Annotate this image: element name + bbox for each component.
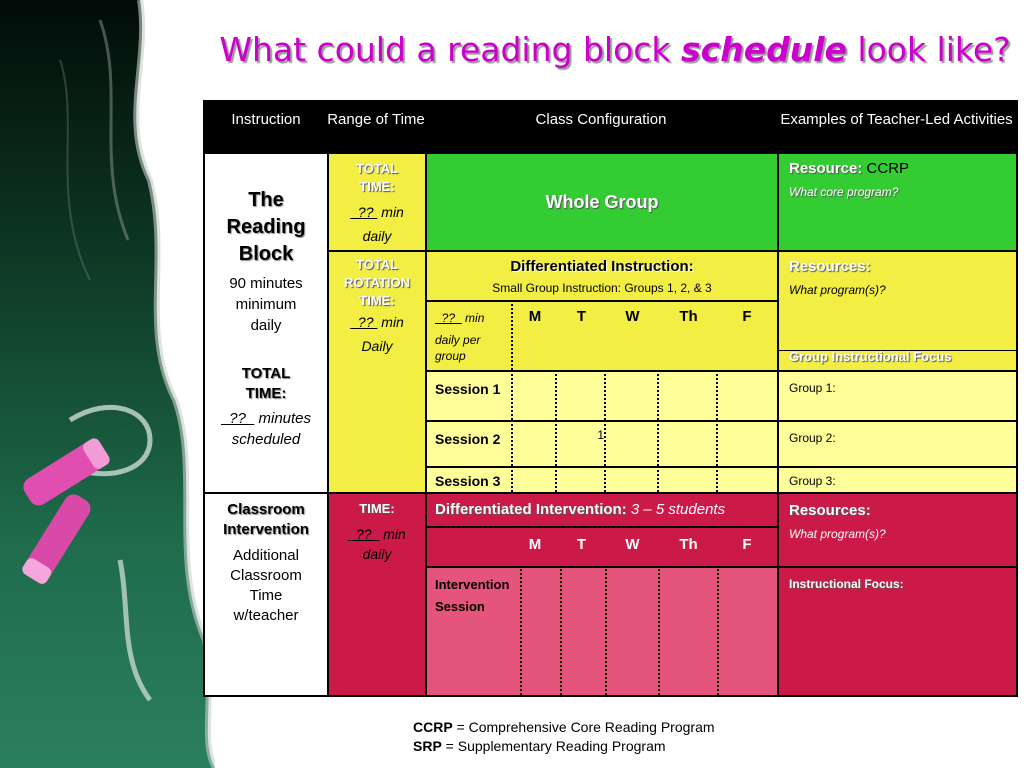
session-2-label: Session 2 xyxy=(435,431,501,447)
whole-group-time-blank[interactable]: ?? xyxy=(357,204,374,220)
intervention-slot-w[interactable] xyxy=(605,566,658,695)
intervention-day-header-th: Th xyxy=(679,536,698,553)
intervention-title: Classroom Intervention xyxy=(223,501,309,538)
intervention-day-header-w: W xyxy=(625,536,640,553)
intervention-slot-f[interactable] xyxy=(717,566,777,695)
intervention-session-cell xyxy=(425,566,520,695)
session-1-label: Session 1 xyxy=(435,381,501,397)
session-1-slot-th[interactable] xyxy=(657,370,716,420)
differentiated-time-blank[interactable]: ?? xyxy=(357,314,374,330)
whole-group-time-label: TOTAL TIME: xyxy=(355,161,399,194)
slide-title: What could a reading block schedule look like? xyxy=(219,30,1011,69)
session-3-label: Session 3 xyxy=(435,473,501,489)
session-1-group: Group 1: xyxy=(789,381,836,395)
legend xyxy=(413,718,715,756)
whole-group-label: Whole Group xyxy=(545,192,659,212)
intervention-session-line1: Intervention xyxy=(435,577,510,592)
focus-strip xyxy=(777,350,1016,370)
session-1-slot-t[interactable] xyxy=(555,370,604,420)
whole-group-resource: Resource: CCRP xyxy=(789,160,910,177)
intervention-resources-cell xyxy=(777,492,1016,566)
differentiated-days-row xyxy=(511,300,777,370)
day-header-f: F xyxy=(742,308,752,325)
rotation-time-blank[interactable]: ?? xyxy=(441,311,456,325)
differentiated-time-freq: Daily xyxy=(361,338,393,354)
intervention-day-header-t: T xyxy=(576,536,587,553)
intervention-config-cell xyxy=(425,492,777,526)
intervention-resources-question: What program(s)? xyxy=(789,527,886,541)
chalkboard-image xyxy=(0,0,215,768)
intervention-session-line2: Session xyxy=(435,599,485,614)
reading-block-minimum: 90 minutes minimum daily xyxy=(229,275,303,334)
rotation-time-cell xyxy=(425,300,511,370)
session-3-group-cell xyxy=(777,466,1016,492)
rotation-time-freq: daily per group xyxy=(435,333,481,363)
intervention-focus-cell xyxy=(777,566,1016,695)
header-range-of-time: Range of Time xyxy=(327,102,425,154)
legend-srp: SRP = Supplementary Reading Program xyxy=(413,738,666,754)
intervention-time-freq: daily xyxy=(362,546,392,562)
session-2-slot-t[interactable] xyxy=(555,420,604,466)
rotation-time-value: ?? min xyxy=(435,310,484,326)
whole-group-time-value: ?? min xyxy=(329,202,425,222)
day-header-t: T xyxy=(576,308,587,325)
intervention-focus-label: Instructional Focus: xyxy=(789,577,904,591)
intervention-day-header-m: M xyxy=(528,536,542,553)
session-2-group: Group 2: xyxy=(789,431,836,445)
reading-block-title: The Reading Block xyxy=(226,189,306,265)
intervention-slot-m[interactable] xyxy=(520,566,560,695)
differentiated-subtitle: Small Group Instruction: Groups 1, 2, & 3 xyxy=(492,281,712,295)
session-1-slot-f[interactable] xyxy=(716,370,777,420)
differentiated-time-cell xyxy=(327,250,425,492)
reading-block-cell xyxy=(205,154,327,492)
reading-block-total-time: ?? minutes scheduled xyxy=(215,408,317,450)
schedule-table xyxy=(203,100,1018,697)
intervention-resources-label: Resources: xyxy=(789,502,871,519)
stray-mark: 1 xyxy=(597,428,604,442)
differentiated-resources-label: Resources: xyxy=(789,258,871,275)
intervention-time-cell xyxy=(327,492,425,695)
intervention-time-value: ?? min xyxy=(329,524,425,544)
session-1-slot-m[interactable] xyxy=(511,370,555,420)
differentiated-time-label: TOTAL ROTATION TIME: xyxy=(344,257,410,308)
session-3-label-cell xyxy=(425,466,511,492)
intervention-time-blank[interactable]: ?? xyxy=(355,526,372,542)
session-1-label-cell xyxy=(425,370,511,420)
intervention-desc: Additional Classroom Time w/teacher xyxy=(230,547,302,624)
intervention-slot-t[interactable] xyxy=(560,566,605,695)
whole-group-resource-cell xyxy=(777,154,1016,250)
legend-ccrp: CCRP = Comprehensive Core Reading Program xyxy=(413,719,715,735)
session-1-slot-w[interactable] xyxy=(604,370,657,420)
session-3-slot-m[interactable] xyxy=(511,466,555,492)
session-2-group-cell xyxy=(777,420,1016,466)
day-header-th: Th xyxy=(679,308,698,325)
whole-group-time-freq: daily xyxy=(362,228,392,244)
session-3-group: Group 3: xyxy=(789,474,836,488)
differentiated-time-value: ?? min xyxy=(329,312,425,332)
group-instructional-focus-text: Group Instructional Focus xyxy=(789,350,952,364)
title-emphasis: schedule xyxy=(681,30,847,69)
header-class-configuration: Class Configuration xyxy=(425,102,777,154)
session-2-slot-f[interactable] xyxy=(716,420,777,466)
header-instruction: Instruction xyxy=(205,102,327,154)
differentiated-title: Differentiated Instruction: xyxy=(510,258,694,275)
session-1-group-cell xyxy=(777,370,1016,420)
session-2-slot-m[interactable] xyxy=(511,420,555,466)
intervention-config: Differentiated Intervention: 3 – 5 students xyxy=(435,501,726,518)
session-2-slot-w[interactable] xyxy=(604,420,657,466)
session-3-slot-t[interactable] xyxy=(555,466,604,492)
session-2-slot-th[interactable] xyxy=(657,420,716,466)
session-3-slot-th[interactable] xyxy=(657,466,716,492)
intervention-slot-th[interactable] xyxy=(658,566,717,695)
whole-group-resource-question: What core program? xyxy=(789,185,899,199)
session-2-label-cell xyxy=(425,420,511,466)
differentiated-resources-cell xyxy=(777,250,1016,350)
total-time-blank[interactable]: ?? xyxy=(229,410,246,427)
day-header-m: M xyxy=(528,308,542,325)
intervention-day-header-f: F xyxy=(742,536,752,553)
intervention-days-row xyxy=(425,526,777,566)
intervention-cell xyxy=(205,492,327,695)
header-examples: Examples of Teacher-Led Activities xyxy=(777,102,1016,154)
whole-group-config-cell xyxy=(425,154,777,250)
reading-block-total-label: TOTAL TIME: xyxy=(241,365,291,402)
session-3-slot-w[interactable] xyxy=(604,466,657,492)
differentiated-resources-question: What program(s)? xyxy=(789,283,886,297)
differentiated-config-cell xyxy=(425,250,777,300)
day-header-w: W xyxy=(625,308,640,325)
intervention-time-label: TIME: xyxy=(359,501,395,516)
whole-group-time-cell xyxy=(327,154,425,250)
session-3-slot-f[interactable] xyxy=(716,466,777,492)
